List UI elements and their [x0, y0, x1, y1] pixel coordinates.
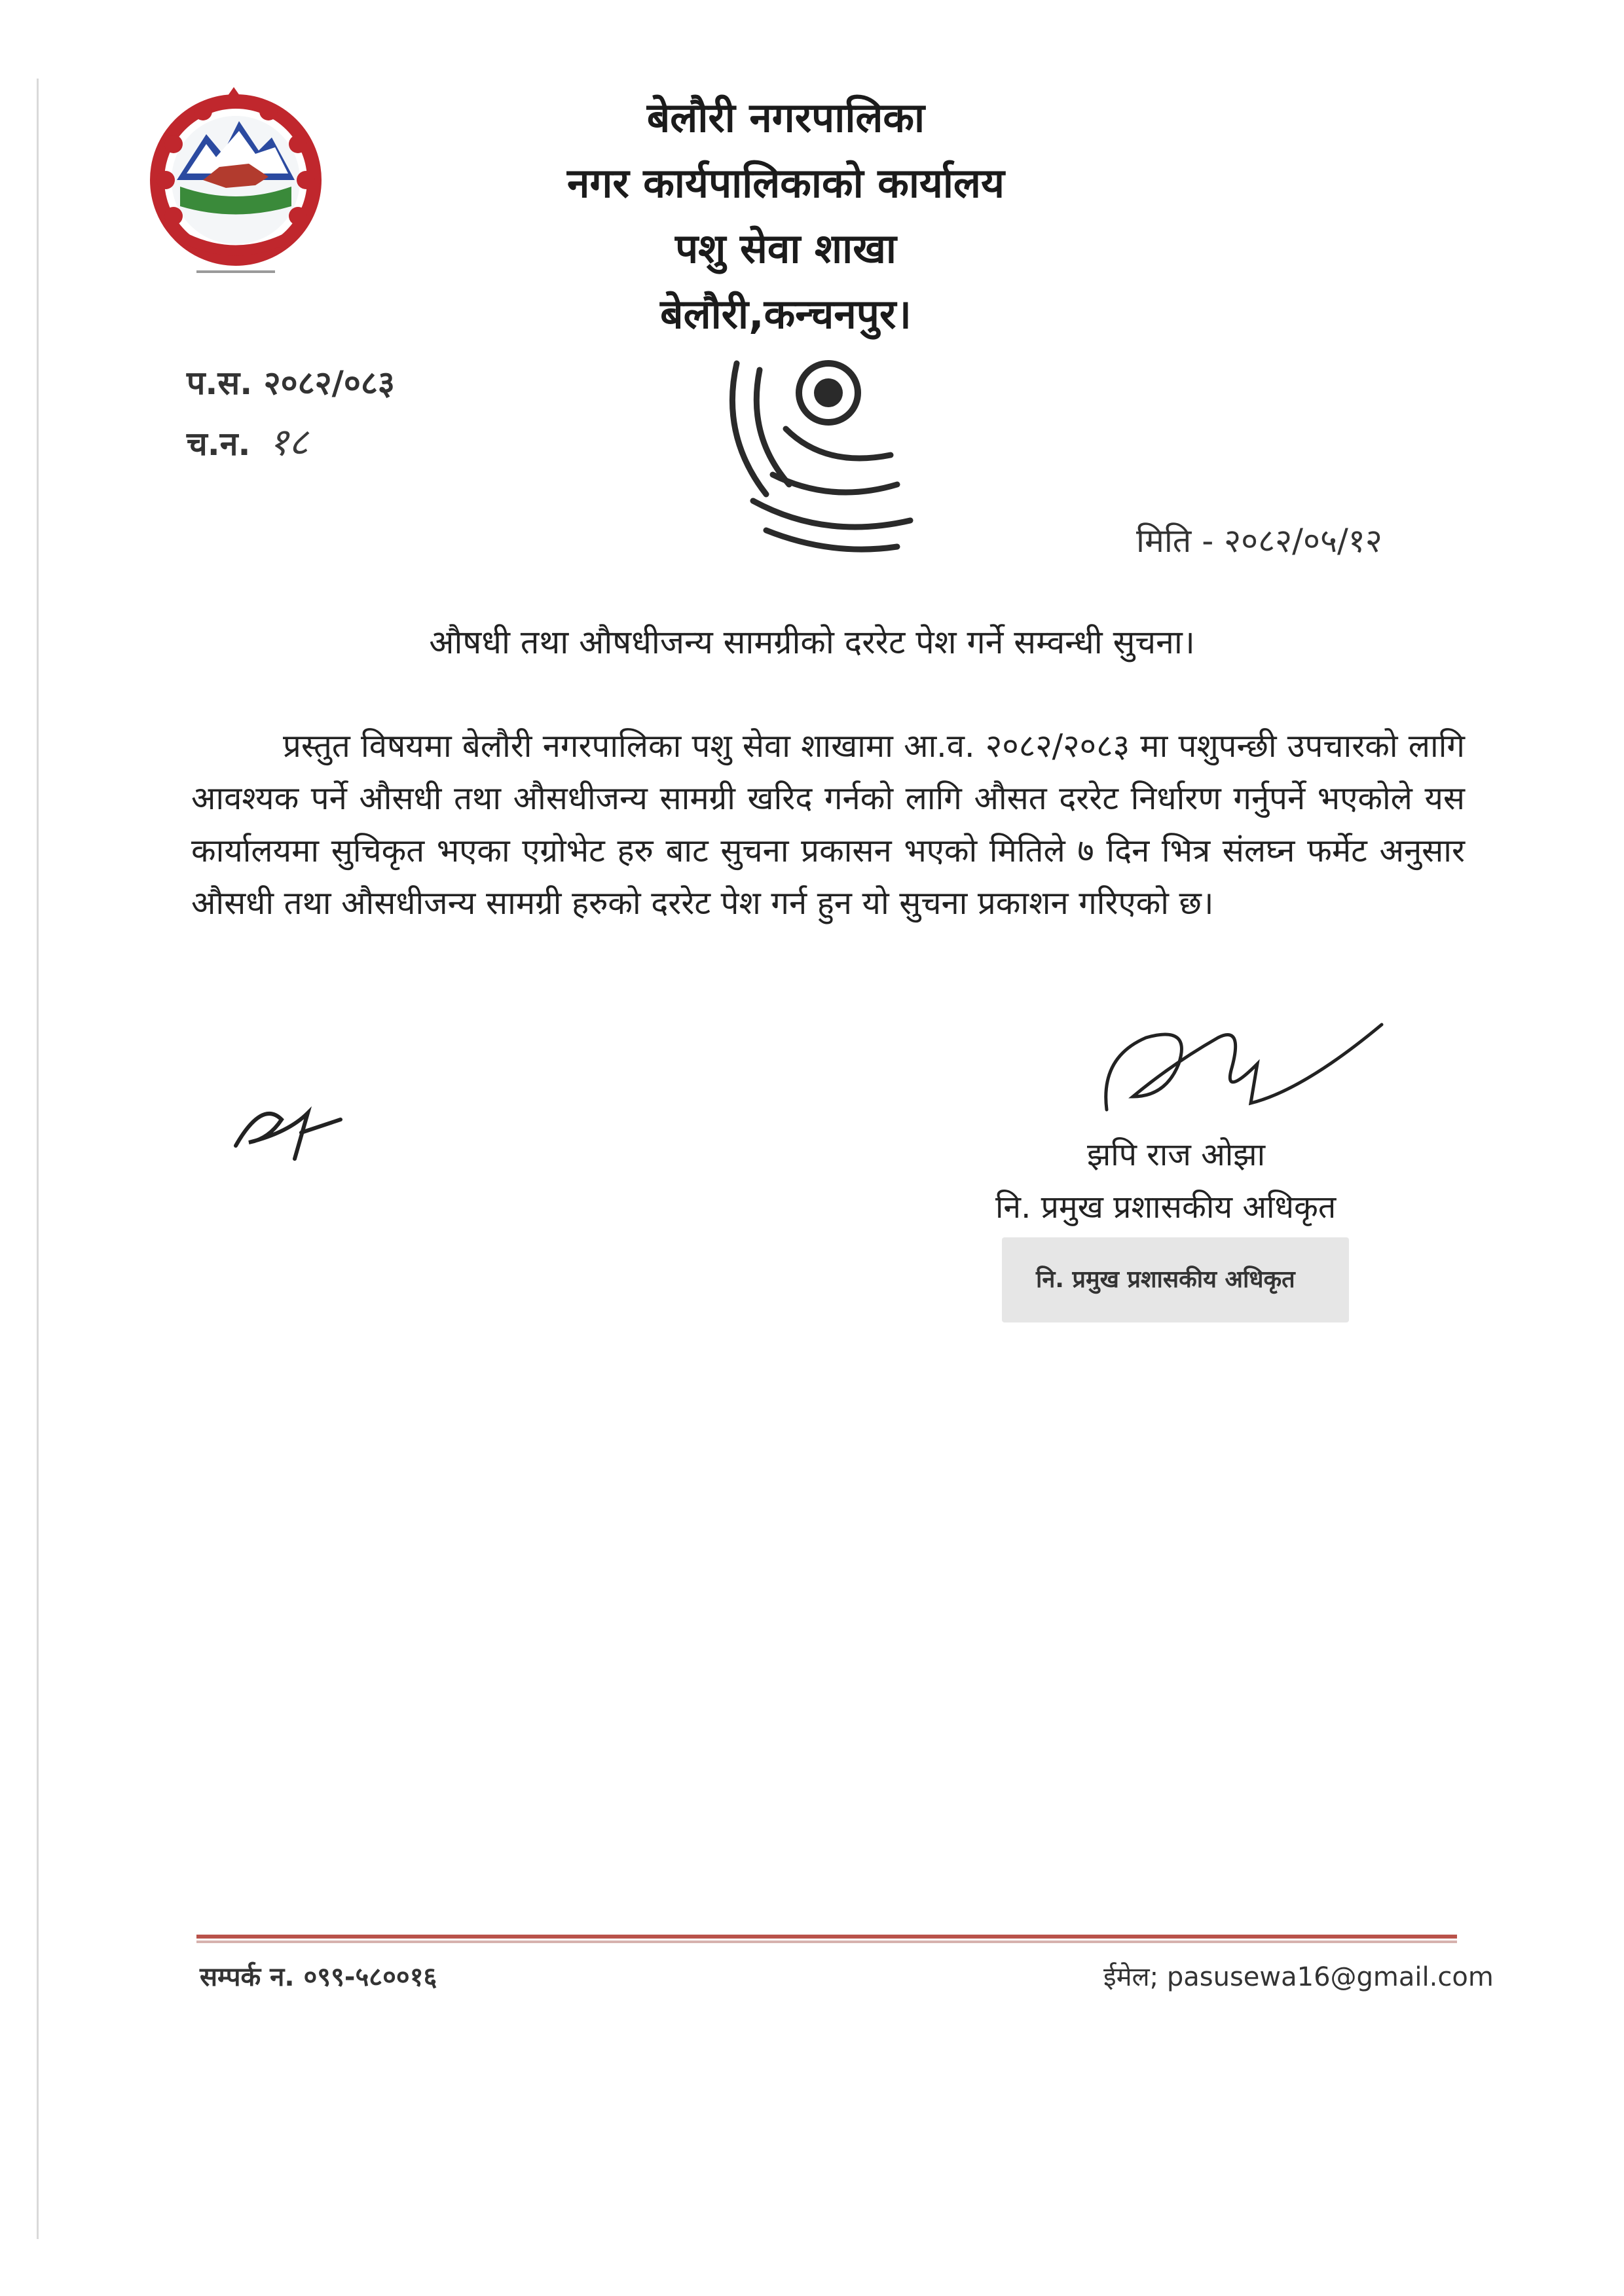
header-municipality: बेलौरी नगरपालिका: [646, 94, 925, 141]
signer-title: नि. प्रमुख प्रशासकीय अधिकृत: [995, 1189, 1337, 1226]
role-stamp-text: नि. प्रमुख प्रशासकीय अधिकृत: [1036, 1266, 1295, 1293]
header-address: बेलौरी,कन्चनपुर।: [660, 290, 912, 338]
ps-label: प.स.: [187, 364, 253, 402]
office-header: [458, 85, 1113, 347]
signer-name: झपि राज ओझा: [1087, 1137, 1266, 1173]
footer-email: ईमेल; pasusewa16@gmail.com: [1103, 1962, 1494, 1992]
scan-edge: [37, 79, 39, 2239]
ps-value: २०८२/०८३: [263, 364, 395, 402]
role-stamp: [1002, 1237, 1349, 1322]
cn-label: च.न.: [187, 425, 251, 463]
header-office: नगर कार्यपालिकाको कार्यालय: [567, 159, 1005, 207]
notice-subject: औषधी तथा औषधीजन्य सामग्रीको दररेट पेश गर्ने सम्वन्धी सुचना।: [429, 623, 1195, 661]
initial-signature: [223, 1074, 354, 1172]
ps-number: [187, 354, 395, 412]
header-section: पशु सेवा शाखा: [675, 225, 896, 272]
notice-body: प्रस्तुत विषयमा बेलौरी नगरपालिका पशु सेवा शाखामा आ.व. २०८२/२०८३ मा पशुपन्छी उपचारको लागि आवश्यक पर्ने औसधी तथा औसधीजन्य सामग्री खरिद गर्नको लागि औसत दररेट निर्धारण गर्नुपर्ने भएकोले यस कार्यालयमा सुचिकृत भएका एग्रोभेट हरु बाट सुचना प्रकासन भएको मितिले ७ दिन भित्र संलघ्न फर्मेट अनुसार औसधी तथा औसधीजन्य सामग्री हरुको दररेट पेश गर्न हुन यो सुचना प्रकाशन गरिएको छ।: [191, 727, 1465, 922]
footer-rule-top: [196, 1935, 1457, 1939]
cn-number: [187, 412, 395, 473]
officer-signature: [1087, 998, 1401, 1129]
footer-rule: [196, 1935, 1457, 1944]
nepal-emblem: [141, 82, 331, 272]
letter-date: मिति - २०८२/०५/१२: [1136, 522, 1382, 560]
footer-rule-bottom: [196, 1941, 1457, 1943]
reference-block: [187, 354, 395, 473]
cn-value: १८: [268, 420, 308, 464]
footer-contact: सम्पर्क न. ०९९-५८००१६: [200, 1962, 437, 1992]
emblem-caption: [196, 265, 275, 272]
office-stamp: [674, 324, 950, 566]
